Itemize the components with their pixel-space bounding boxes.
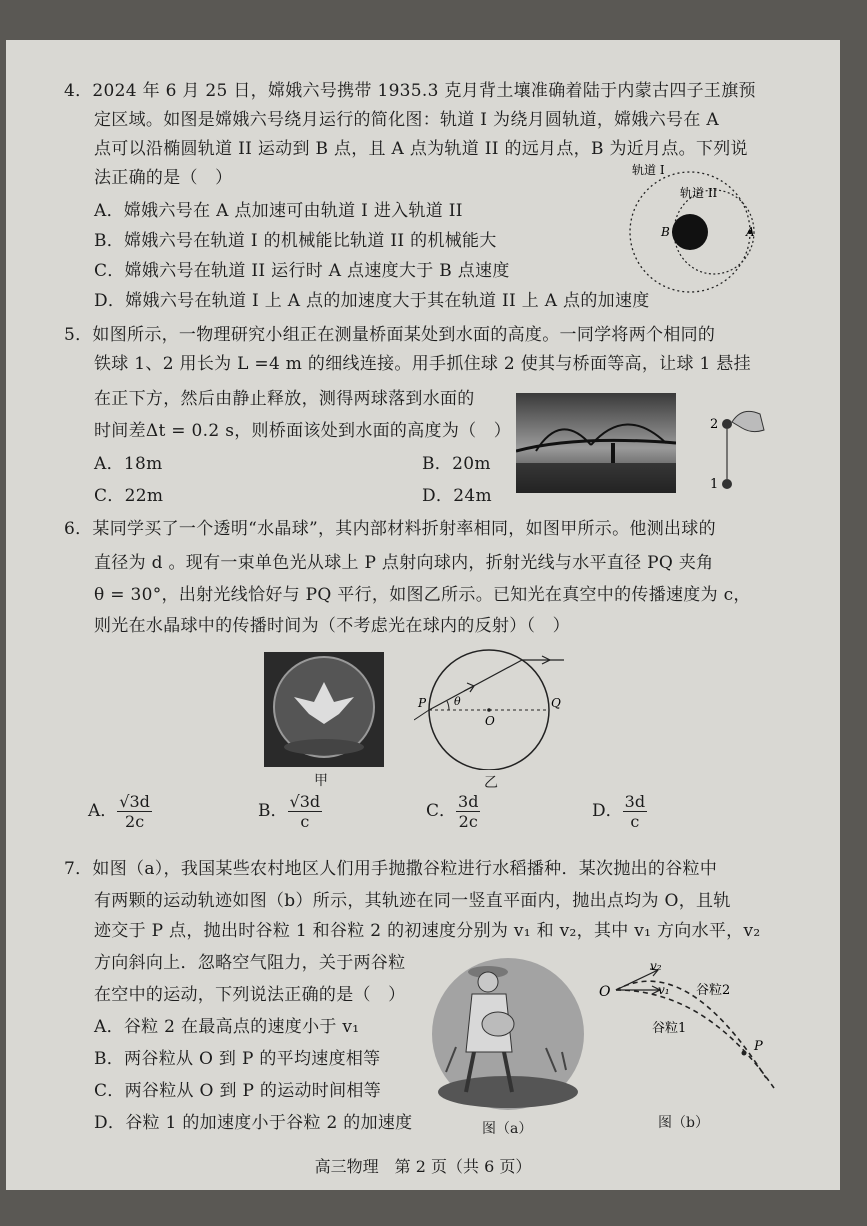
q7-option-c: C．两谷粒从 O 到 P 的运动时间相等 xyxy=(94,1081,381,1101)
photo-caption-jia: 甲 xyxy=(314,773,328,789)
q7-line-5: 在空中的运动，下列说法正确的是（ ） xyxy=(94,985,406,1005)
ball-2-label: 2 xyxy=(710,417,719,432)
exam-page xyxy=(6,40,840,1190)
orbit-diagram xyxy=(628,162,758,302)
q7-line-2: 有两颗的运动轨迹如图（b）所示，其轨迹在同一竖直平面内，抛出点均为 O，且轨 xyxy=(94,891,731,911)
grain-2-label: 谷粒2 xyxy=(696,983,731,998)
v2-label: v₂ xyxy=(650,959,662,973)
point-b-label: B xyxy=(661,225,670,239)
q6-option-a: A． $\frac{√3d}{2c}$ xyxy=(88,792,150,831)
q4-line-4: 法正确的是（ ） xyxy=(94,168,233,188)
point-q-label: Q xyxy=(551,696,561,710)
q4-option-b: B．嫦娥六号在轨道 I 的机械能比轨道 II 的机械能大 xyxy=(94,231,497,251)
q6-option-c: C． $\frac{3d}{2c}$ xyxy=(426,792,479,831)
q6-line-4: 则光在水晶球中的传播时间为（不考虑光在球内的反射）（ ） xyxy=(94,616,570,636)
q6-line-3: θ = 30°，出射光线恰好与 PQ 平行，如图乙所示。已知光在真空中的传播速度为 c， xyxy=(94,585,751,605)
q6-line-2: 直径为 d 。现有一束单色光从球上 P 点射向球内，折射光线与水平直径 PQ 夹角 xyxy=(94,553,714,573)
q5-option-b: B．20m xyxy=(422,454,491,474)
refraction-diagram xyxy=(414,645,564,770)
orbit-1-label: 轨道 I xyxy=(632,163,665,177)
grain-1-label: 谷粒1 xyxy=(652,1021,687,1036)
ball-1-label: 1 xyxy=(710,477,719,492)
q6-option-b: B． $\frac{√3d}{c}$ xyxy=(258,792,321,831)
q5-option-c: C．22m xyxy=(94,486,164,506)
page-footer: 高三物理 第 2 页（共 6 页） xyxy=(314,1157,532,1176)
q7-line-4: 方向斜向上．忽略空气阻力，关于两谷粒 xyxy=(94,953,406,973)
crystal-ball-photo xyxy=(264,652,384,767)
moon-body xyxy=(672,214,708,250)
diagram-caption-yi: 乙 xyxy=(484,775,498,791)
ball-2 xyxy=(722,419,732,429)
point-a-label: A xyxy=(746,225,755,239)
theta-label: θ xyxy=(454,695,461,708)
q4-option-a: A．嫦娥六号在 A 点加速可由轨道 I 进入轨道 II xyxy=(94,201,463,221)
center-o-label: O xyxy=(485,714,495,728)
q5-line-4: 时间差Δt = 0.2 s，则桥面该处到水面的高度为（ ） xyxy=(94,421,512,441)
ball-1 xyxy=(722,479,732,489)
q6-option-d: D． $\frac{3d}{c}$ xyxy=(592,792,646,831)
q7-line-3: 迹交于 P 点，抛出时谷粒 1 和谷粒 2 的初速度分别为 v₁ 和 v₂，其中 v₁ 方向水平，v₂ xyxy=(94,921,761,941)
q5-option-d: D．24m xyxy=(422,486,492,506)
q7-option-b: B．两谷粒从 O 到 P 的平均速度相等 xyxy=(94,1049,381,1069)
point-p-trajectory-label: P xyxy=(754,1039,763,1054)
q7-line-1: 7．如图（a），我国某些农村地区人们用手抛撒谷粒进行水稻播种．某次抛出的谷粒中 xyxy=(64,859,718,879)
q4-line-1: 4．2024 年 6 月 25 日，嫦娥六号携带 1935.3 克月背土壤准确着陆于内蒙古四子王旗预 xyxy=(64,81,756,101)
farmer-sowing-illustration xyxy=(426,952,591,1112)
figure-b-caption: 图（b） xyxy=(658,1115,709,1131)
origin-o-label: O xyxy=(599,984,611,1000)
q6-line-1: 6．某同学买了一个透明“水晶球”，其内部材料折射率相同，如图甲所示。他测出球的 xyxy=(64,519,716,539)
orbit-2-label: 轨道 II xyxy=(680,186,718,200)
figure-a-caption: 图（a） xyxy=(482,1121,533,1137)
q5-option-a: A．18m xyxy=(94,454,163,474)
q7-option-d: D．谷粒 1 的加速度小于谷粒 2 的加速度 xyxy=(94,1113,413,1133)
v1-label: v₁ xyxy=(658,983,670,997)
q5-line-1: 5．如图所示，一物理研究小组正在测量桥面某处到水面的高度。一同学将两个相同的 xyxy=(64,325,716,345)
q4-option-d: D．嫦娥六号在轨道 I 上 A 点的加速度大于其在轨道 II 上 A 点的加速度 xyxy=(94,291,650,311)
q5-line-2: 铁球 1、2 用长为 L =4 m 的细线连接。用手抓住球 2 使其与桥面等高，让球 1 悬挂 xyxy=(94,354,751,374)
q5-line-3: 在正下方，然后由静止释放，测得两球落到水面的 xyxy=(94,389,475,409)
two-balls-diagram xyxy=(702,400,772,500)
bridge-photo xyxy=(516,393,676,493)
q7-option-a: A．谷粒 2 在最高点的速度小于 v₁ xyxy=(94,1017,360,1037)
trajectory-diagram xyxy=(596,958,786,1098)
q4-line-3: 点可以沿椭圆轨道 II 运动到 B 点，且 A 点为轨道 II 的远月点，B 为近月点。下列说 xyxy=(94,139,748,159)
q4-option-c: C．嫦娥六号在轨道 II 运行时 A 点速度大于 B 点速度 xyxy=(94,261,510,281)
q4-line-2: 定区域。如图是嫦娥六号绕月运行的简化图：轨道 I 为绕月圆轨道，嫦娥六号在 A xyxy=(94,110,719,130)
point-p-label: P xyxy=(418,696,427,710)
